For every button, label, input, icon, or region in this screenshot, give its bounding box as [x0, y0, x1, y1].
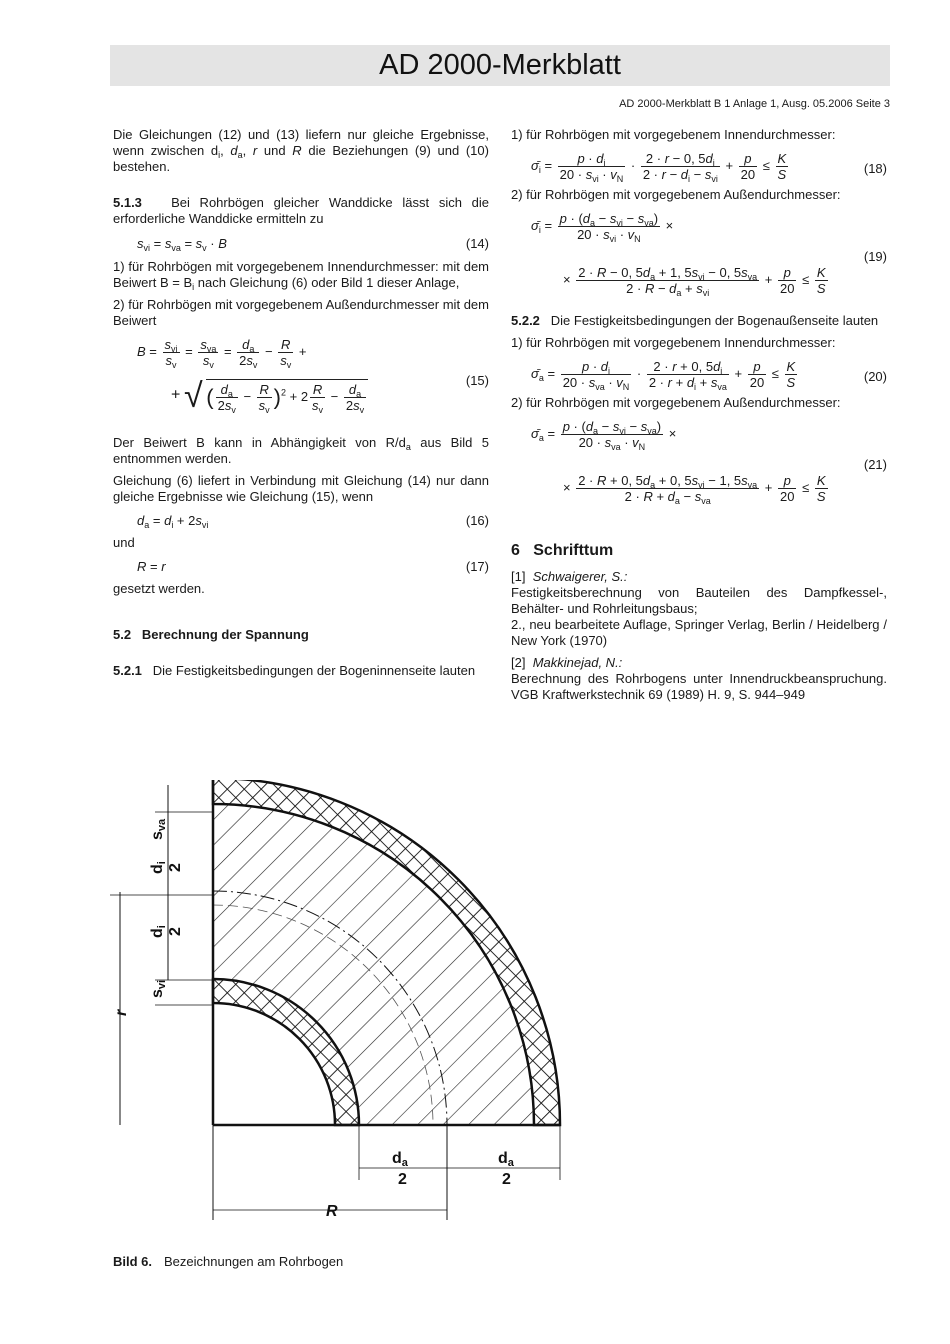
label-da-left: da [392, 1150, 408, 1169]
equation-19: $\sigmā_i$ = $\frac{p \cdot (d_a - s_{vi} - s_{va})}{20 \cdot s_{vi} \cdot v_N}$ × × $\frac{2 \cdot R - 0, 5d_a + 1, 5s_{vi} - 0, 5s_{va}}{2 \cdot R - d_a + s_{vi}}$ + $\frac{p}{20}$ ≤ $\frac{K}{S}$ (19) [531, 211, 887, 298]
label-two-bottom: 2 [167, 927, 184, 936]
label-di-bottom: di [149, 925, 168, 938]
und-text: und [113, 535, 135, 550]
equation-number: (17) [465, 559, 489, 574]
section-5-1-3: 5.1.3 Bei Rohrbögen gleicher Wanddicke lässt sich die erforderliche Wanddicke ermitteln zu [113, 195, 489, 226]
label-two-top: 2 [167, 863, 184, 872]
figure-caption-text: Bezeichnungen am Rohrbogen [164, 1254, 344, 1269]
equation-14: $s_{vi} = s_{va} = s_v \cdot B$ (14) [137, 236, 489, 253]
equation-16: $d_a = d_i + 2s_{vi}$ (16) [137, 513, 489, 530]
label-R: R [326, 1203, 338, 1220]
equation-15: B = $\frac{s_{vi}}{s_v}$ = $\frac{s_{va}}{s_v}$ = $\frac{d_a}{2s_v}$ − $\frac{R}{s_v}$ + + √ ( $\frac{d_a}{2s_v}$ − $\frac{R}{s_v}$ )$^2$ + 2 $\frac{R}{s_v}$ − $\frac{d_a}{2s_v}$ (15) [137, 337, 489, 415]
section-5-2-1: 5.2.1 Die Festigkeitsbedingungen der Bogeninnenseite lauten [113, 663, 476, 678]
section-5-2-2: 5.2.2 Die Festigkeitsbedingungen der Bogenaußenseite lauten [511, 313, 879, 328]
reference-2: [2] Makkinejad, N.: Berechnung des Rohrbogens unter Innendruckbeanspruchung. VGB Kraftwerkstechnik 69 (1989) H. 9, S. 944–949 [511, 655, 887, 702]
label-sva: sva [149, 818, 168, 840]
equation-18: $\sigmā_i$ = $\frac{p \cdot d_i}{20 \cdot s_{vi} \cdot v_N}$ · $\frac{2 \cdot r - 0, 5d_i}{2 \cdot r - d_i - s_{vi}}$ + $\frac{p}{20}$ ≤ $\frac{K}{S}$ (18) [531, 151, 887, 184]
label-da-right: da [498, 1150, 514, 1169]
figure-caption [113, 1254, 343, 1270]
equation-17: R = r (17) [137, 559, 489, 574]
equation-number: (21) [863, 457, 887, 472]
equation-number: (16) [465, 513, 489, 528]
gesetzt-text: gesetzt werden. [113, 581, 205, 596]
right-item-2: 2) für Rohrbögen mit vorgegebenem Außendurchmesser: [511, 187, 841, 202]
intro-paragraph: Die Gleichungen (12) und (13) liefern nur gleiche Ergebnisse, wenn zwischen $d_i$, $d_a$, r und R die Beziehungen (9) und (10) bestehen. [113, 127, 489, 174]
equation-21: $\sigmā_a$ = $\frac{p \cdot (d_a - s_{vi} - s_{va})}{20 \cdot s_{va} \cdot v_N}$ × × $\frac{2 \cdot R + 0, 5d_a + 0, 5s_{vi} - 1, 5s_{va}}{2 \cdot R + d_a - s_{va}}$ + $\frac{p}{20}$ ≤ $\frac{K}{S}$ (21) [531, 419, 887, 506]
pipe-bend-drawing [100, 780, 570, 1230]
reference-1: [1] Schwaigerer, S.: Festigkeitsberechnung von Bauteilen des Dampfkessel-, Behälter- und Rohrleitungsbaus; 2., neu bearbeitete Auflage, Springer Verlag, Berlin / Heidelberg / New York (1970) [511, 569, 887, 648]
label-di-top: di [149, 861, 168, 874]
equation-number: (20) [863, 369, 887, 384]
right-item-3: 1) für Rohrbögen mit vorgegebenem Innendurchmesser: [511, 335, 836, 350]
item-1: 1) für Rohrbögen mit vorgegebenem Innendurchmesser: mit dem Beiwert $B = B_i$ nach Gleichung (6) oder Bild 1 dieser Anlage, [113, 259, 489, 292]
gleichung-6-paragraph: Gleichung (6) liefert in Verbindung mit Gleichung (14) nur dann gleiche Ergebnisse wie Gleichung (15), wenn [113, 473, 489, 504]
label-two-left: 2 [398, 1171, 407, 1188]
equation-number: (14) [465, 236, 489, 251]
equation-number: (19) [863, 249, 887, 264]
equation-20: $\sigmā_a$ = $\frac{p \cdot d_i}{20 \cdot s_{va} \cdot v_N}$ · $\frac{2 \cdot r + 0, 5d_i}{2 \cdot r + d_i + s_{va}}$ + $\frac{p}{20}$ ≤ $\frac{K}{S}$ (20) [531, 359, 887, 392]
left-column [113, 127, 489, 685]
section-6-heading: 6 Schrifttum [511, 542, 614, 559]
right-item-4: 2) für Rohrbögen mit vorgegebenem Außendurchmesser: [511, 395, 841, 410]
equation-number: (15) [465, 373, 489, 388]
right-column [511, 127, 887, 709]
running-head: AD 2000-Merkblatt B 1 Anlage 1, Ausg. 05.2006 Seite 3 [619, 98, 890, 110]
page-banner-title: AD 2000-Merkblatt [110, 45, 890, 86]
label-r: r [113, 1009, 130, 1016]
label-two-right: 2 [502, 1171, 511, 1188]
section-5-2-heading: 5.2 Berechnung der Spannung [113, 627, 309, 642]
pipe-bore [213, 804, 534, 1125]
beiwert-paragraph: Der Beiwert B kann in Abhängigkeit von $R/d_a$ aus Bild 5 entnommen werden. [113, 435, 490, 466]
equation-number: (18) [863, 161, 887, 176]
label-svi: svi [149, 979, 168, 998]
figure-label: Bild 6. [113, 1254, 153, 1269]
item-2: 2) für Rohrbögen mit vorgegebenem Außendurchmesser mit dem Beiwert [113, 297, 489, 328]
right-item-1: 1) für Rohrbögen mit vorgegebenem Innendurchmesser: [511, 127, 836, 142]
